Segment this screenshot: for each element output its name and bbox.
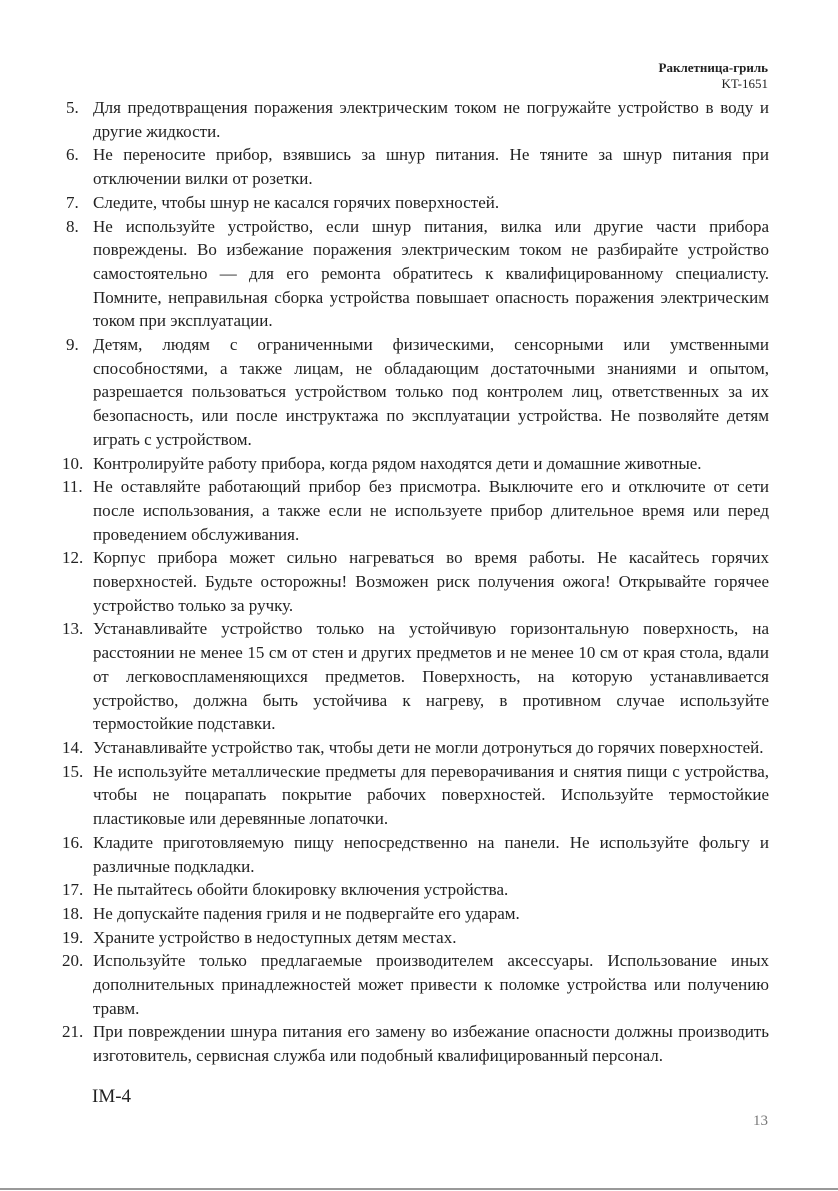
instruction-text: Корпус прибора может сильно нагреваться во время работы. Не касайтесь горячих поверхностей. Будьте осторожны! Возможен риск получения ожога! Открывайте горячее устройство только за ручку. [93, 548, 769, 615]
instruction-text: Используйте только предлагаемые производителем аксессуары. Использование иных дополнительных принадлежностей может привести к поломке устройства или получению травм. [93, 951, 769, 1018]
instruction-number: 20. [62, 951, 84, 971]
instruction-item [62, 760, 769, 831]
instruction-number: 17. [62, 880, 84, 900]
instruction-text: Следите, чтобы шнур не касался горячих поверхностей. [93, 192, 500, 212]
instruction-item [62, 902, 769, 926]
instruction-number: 8. [66, 216, 79, 236]
instruction-number: 16. [62, 832, 84, 852]
instruction-text: Устанавливайте устройство так, чтобы дети не могли дотронуться до горячих поверхностей. [93, 737, 764, 757]
instruction-number: 11. [62, 477, 83, 497]
instruction-number: 10. [62, 453, 84, 473]
instruction-number: 7. [66, 192, 79, 212]
instruction-text: Не используйте устройство, если шнур питания, вилка или другие части прибора повреждены. Во избежание поражения электрическим током не разбирайте устройство самостоятельно — для его ремонта обратитесь к квалифицированному специалисту. Помните, неправильная сборка устройства повышает опасность поражения электрическим током при эксплуатации. [93, 216, 769, 331]
instruction-item [62, 546, 769, 617]
instruction-number: 21. [62, 1022, 84, 1042]
instruction-item [62, 475, 769, 546]
instruction-item [62, 736, 769, 760]
instruction-item [62, 191, 769, 215]
page-header [659, 60, 768, 92]
instruction-number: 18. [62, 903, 84, 923]
instruction-text: Детям, людям с ограниченными физическими, сенсорными или умственными способностями, а также лицам, не обладающим достаточными знаниями и опытом, разрешается пользоваться устройством только под контролем лиц, ответственных за их безопасность, или после инструктажа по эксплуатации устройства. Не позволяйте детям играть с устройством. [93, 335, 769, 449]
instruction-number: 14. [62, 737, 84, 757]
instruction-item [62, 831, 769, 878]
instruction-item [62, 1020, 769, 1067]
instruction-item [62, 215, 769, 334]
instruction-text: Не допускайте падения гриля и не подвергайте его ударам. [93, 903, 520, 923]
safety-instructions-list [62, 96, 769, 1068]
instruction-text: Контролируйте работу прибора, когда рядом находятся дети и домашние животные. [93, 453, 702, 473]
bottom-border [0, 1188, 838, 1190]
instruction-item [62, 333, 769, 452]
instruction-text: При повреждении шнура питания его замену во избежание опасности должны производить изготовитель, сервисная служба или подобный квалифицированный персонал. [93, 1022, 769, 1066]
instruction-text: Не пытайтесь обойти блокировку включения устройства. [93, 880, 509, 900]
instruction-number: 5. [66, 98, 79, 117]
instruction-text: Храните устройство в недоступных детям местах. [93, 927, 457, 947]
instruction-item [62, 878, 769, 902]
instruction-item [62, 926, 769, 950]
product-model: KT-1651 [721, 76, 768, 91]
instruction-number: 13. [62, 619, 84, 639]
instruction-text: Не используйте металлические предметы для переворачивания и снятия пищи с устройства, чтобы не поцарапать покрытие рабочих поверхностей. Используйте термостойкие пластиковые или деревянные лопаточки. [93, 761, 769, 829]
instruction-number: 9. [66, 335, 79, 355]
instruction-number: 19. [62, 927, 84, 947]
instruction-item [62, 949, 769, 1020]
instruction-number: 12. [62, 548, 84, 568]
instruction-text: Не переносите прибор, взявшись за шнур питания. Не тяните за шнур питания при отключении вилки от розетки. [93, 145, 769, 189]
product-title: Раклетница-гриль [658, 60, 768, 75]
document-code: IM-4 [92, 1086, 132, 1107]
instruction-item [62, 452, 769, 476]
page-number: 13 [753, 1113, 768, 1129]
instruction-item [62, 96, 769, 143]
instruction-item [62, 143, 769, 190]
instruction-text: Для предотвращения поражения электрическим током не погружайте устройство в воду и другие жидкости. [93, 98, 769, 141]
instruction-item [62, 617, 769, 736]
instruction-text: Кладите приготовляемую пищу непосредственно на панели. Не используйте фольгу и различные подкладки. [93, 832, 769, 876]
instruction-number: 15. [62, 761, 84, 781]
instruction-number: 6. [66, 145, 79, 165]
instruction-text: Устанавливайте устройство только на устойчивую горизонтальную поверхность, на расстоянии не менее 15 см от стен и других предметов и не менее 10 см от края стола, вдали от легковоспламеняющихся предметов. Поверхность, на которую устанавливается устройство, должна быть устойчива к нагреву, в противном случае используйте термостойкие подставки. [93, 619, 769, 734]
instruction-text: Не оставляйте работающий прибор без присмотра. Выключите его и отключите от сети после использования, а также если не используете прибор длительное время или перед проведением обслуживания. [93, 477, 769, 544]
